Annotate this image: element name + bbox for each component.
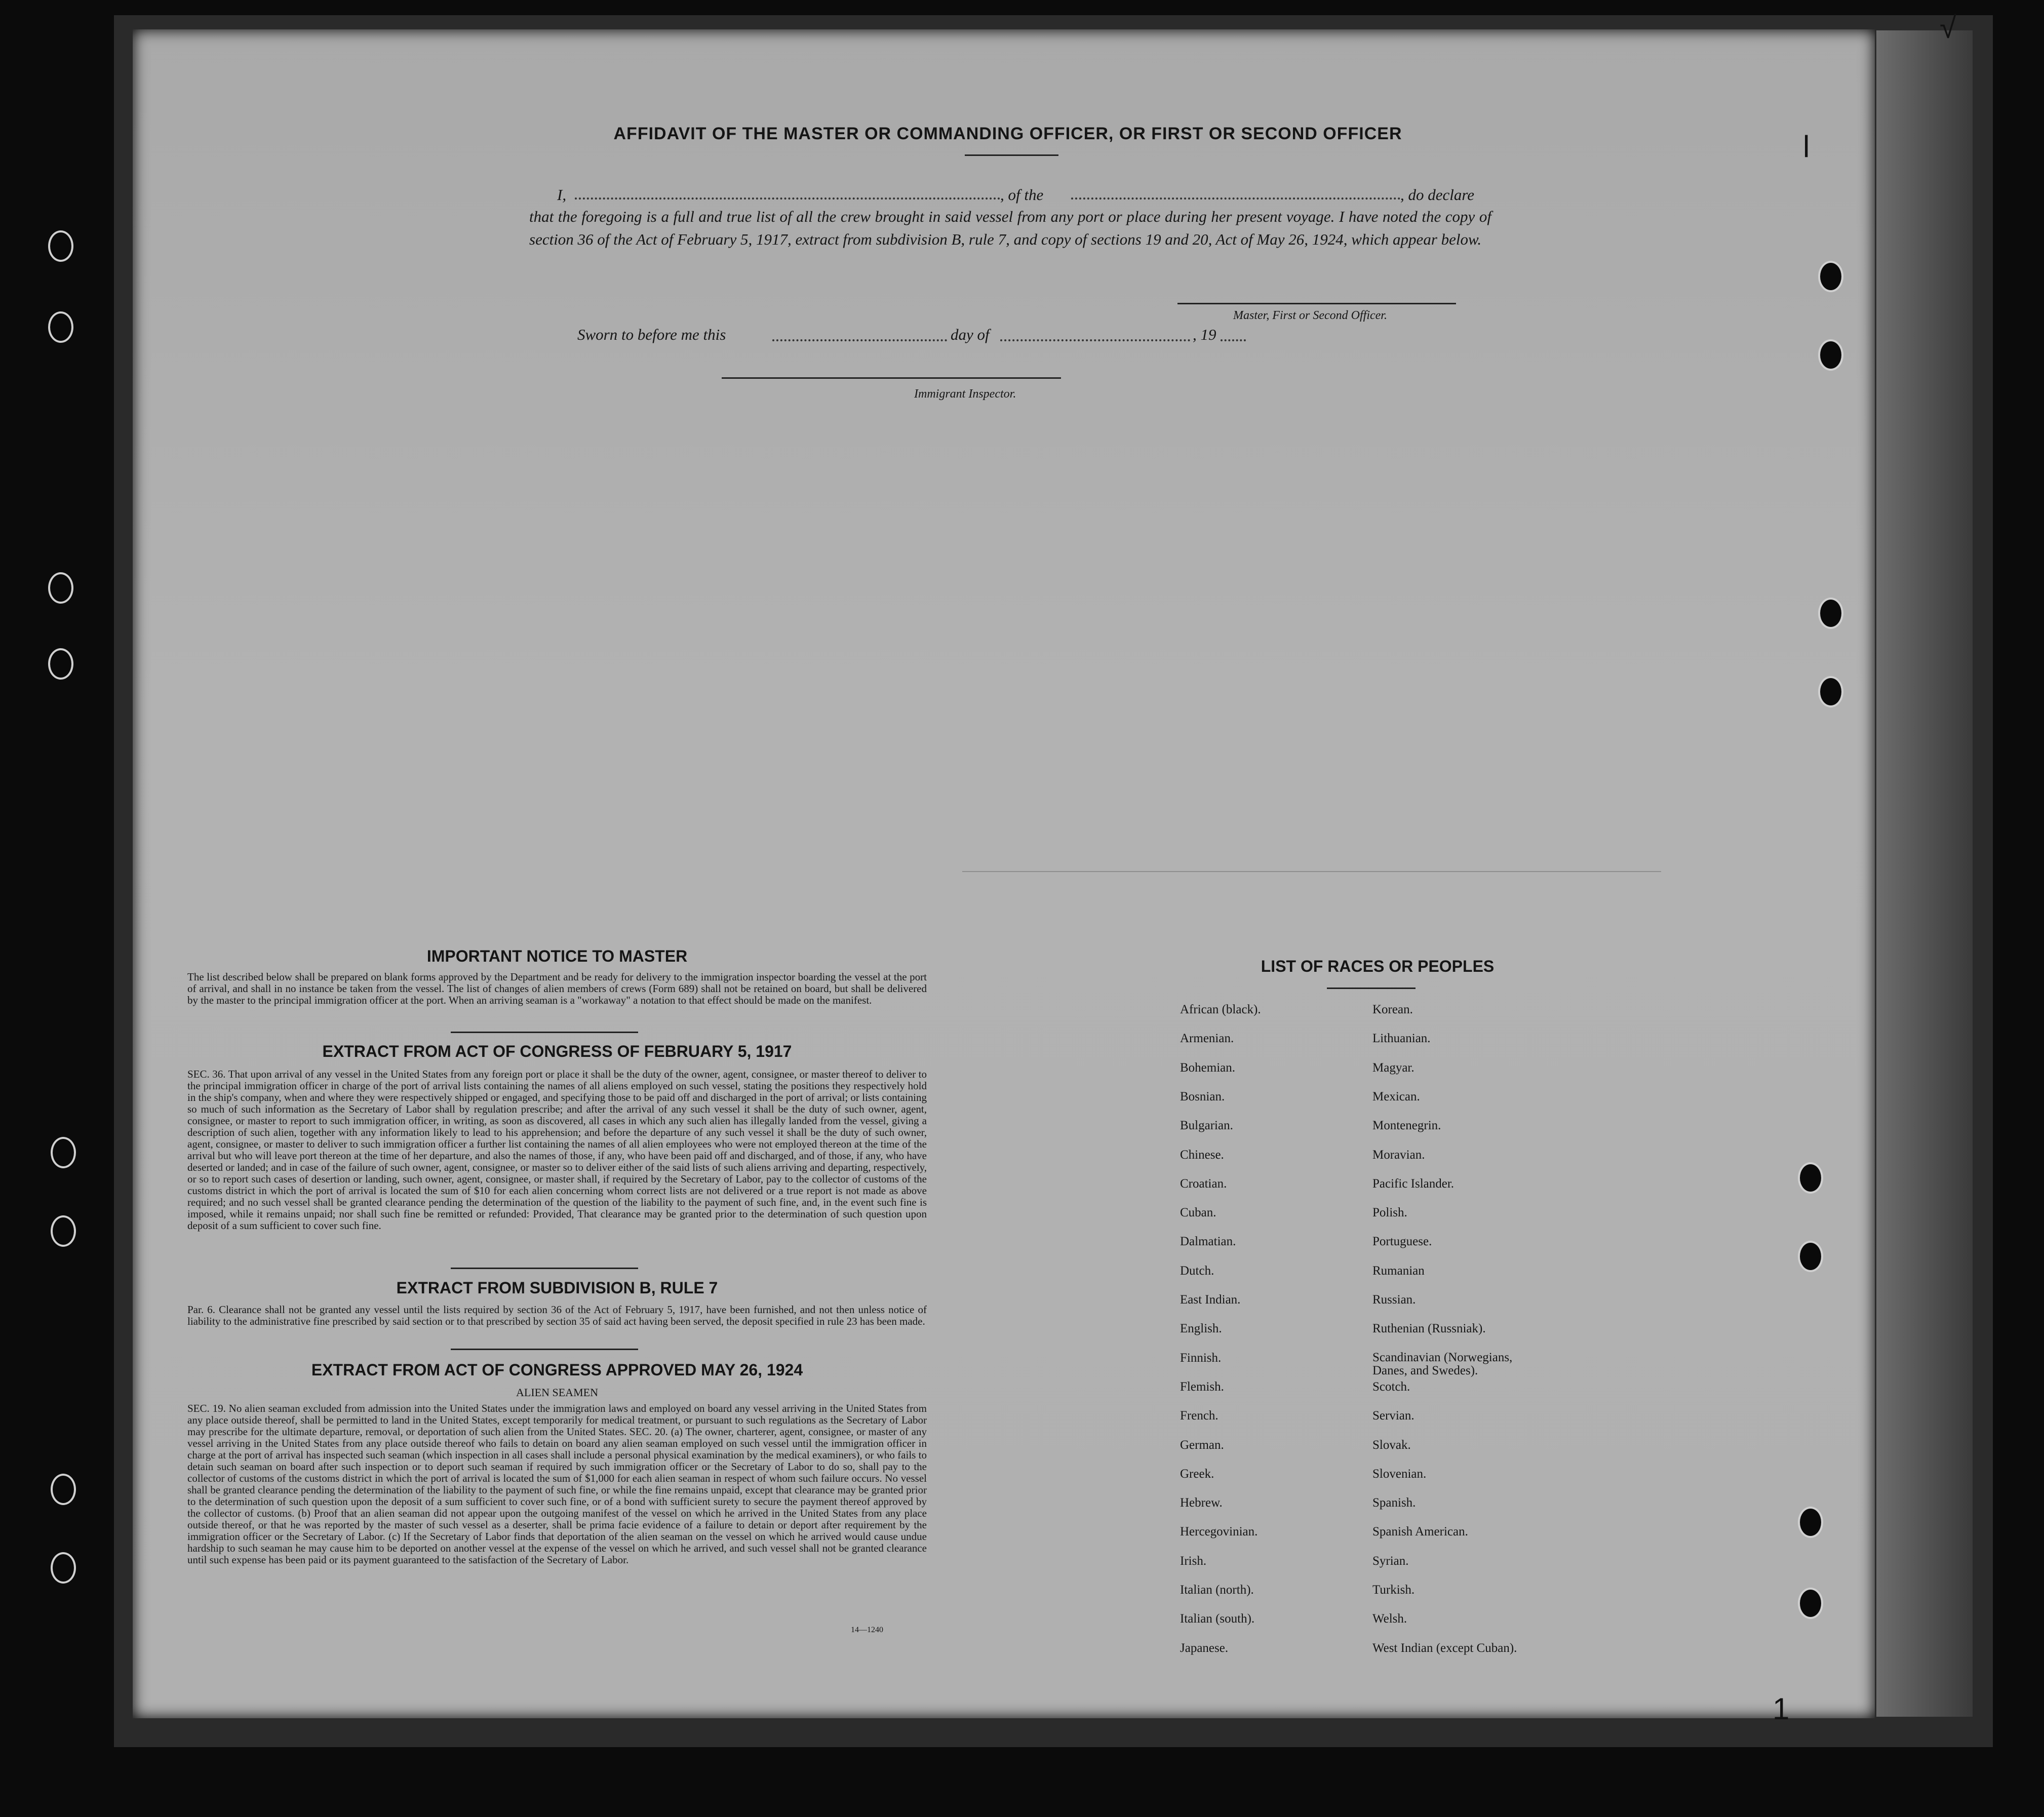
race-item: Turkish. xyxy=(1372,1583,1415,1597)
extract-1917-title: EXTRACT FROM ACT OF CONGRESS OF FEBRUARY 5, 1917 xyxy=(322,1042,792,1060)
punch-hole xyxy=(51,1215,76,1247)
punch-hole xyxy=(1818,598,1843,629)
race-item: Ruthenian (Russniak). xyxy=(1372,1322,1486,1336)
sworn-day-field[interactable] xyxy=(772,339,947,341)
race-item: Cuban. xyxy=(1180,1206,1216,1220)
punch-hole xyxy=(1798,1507,1823,1538)
divider xyxy=(965,154,1058,156)
race-item: Portuguese. xyxy=(1372,1235,1432,1249)
divider xyxy=(451,1032,638,1033)
punch-hole xyxy=(48,572,73,604)
race-item: Dalmatian. xyxy=(1180,1235,1236,1249)
affidavit-body: that the foregoing is a full and true list of all the crew brought in said vessel from any port or place during her present voyage. I have noted the copy of section 36 of the Act of February 5, 1917, extract from subdivision B, rule 7, and copy of sections 19 and 20, Act of May 26, 1924, which appear below. xyxy=(529,208,1491,248)
race-item: Pacific Islander. xyxy=(1372,1176,1455,1191)
race-item: Slovak. xyxy=(1372,1438,1411,1452)
race-item: Bosnian. xyxy=(1180,1089,1225,1103)
race-item: Chinese. xyxy=(1180,1148,1224,1162)
year-label: , 19 xyxy=(1193,326,1216,343)
race-item: Italian (north). xyxy=(1180,1583,1254,1597)
master-signature-line[interactable] xyxy=(1177,303,1456,304)
divider xyxy=(1327,988,1416,989)
sworn-year-field[interactable] xyxy=(1221,339,1246,341)
underlying-page-edge xyxy=(1876,30,1973,1717)
race-item: Servian. xyxy=(1372,1409,1414,1423)
extract-rule7-text: Par. 6. Clearance shall not be granted any vessel until the lists required by section 36 of the Act of February 5, 1917, have been furnished, and not then unless notice of liability to the administrative fine prescribed by said section or to that prescribed by section 35 of said act having been served, the deposit specified in rule 23 has been made. xyxy=(187,1304,927,1327)
race-item: Lithuanian. xyxy=(1372,1032,1431,1046)
master-signature-caption: Master, First or Second Officer. xyxy=(1233,309,1387,322)
punch-hole xyxy=(1818,676,1843,707)
race-item: African (black). xyxy=(1180,1003,1261,1016)
form-number: 14—1240 xyxy=(851,1626,883,1634)
crease-line xyxy=(962,871,1661,872)
punch-hole xyxy=(51,1137,76,1168)
races-title: LIST OF RACES OR PEOPLES xyxy=(1261,957,1495,975)
notice-title: IMPORTANT NOTICE TO MASTER xyxy=(426,947,688,965)
race-item: Hercegovinian. xyxy=(1180,1525,1258,1539)
divider xyxy=(451,1268,638,1269)
sworn-month-field[interactable] xyxy=(1000,339,1190,341)
punch-hole xyxy=(1818,261,1843,292)
declare-label: , do declare xyxy=(1400,186,1475,204)
race-item: Japanese. xyxy=(1180,1641,1229,1655)
inspector-signature-caption: Immigrant Inspector. xyxy=(914,387,1016,401)
punch-hole xyxy=(1818,339,1843,371)
race-item: Croatian. xyxy=(1180,1176,1227,1191)
race-item: Slovenian. xyxy=(1372,1467,1427,1481)
race-item: Rumanian xyxy=(1372,1263,1425,1278)
inspector-signature-line[interactable] xyxy=(722,377,1061,379)
handwritten-mark: l xyxy=(1803,130,1810,164)
affidavit-title: AFFIDAVIT OF THE MASTER OR COMMANDING OFFICER, OR FIRST OR SECOND OFFICER xyxy=(613,124,1402,143)
race-item: Syrian. xyxy=(1372,1554,1409,1568)
race-item: Moravian. xyxy=(1372,1148,1425,1162)
race-item: Montenegrin. xyxy=(1372,1119,1441,1133)
race-item: Welsh. xyxy=(1372,1612,1407,1626)
day-of-label: day of xyxy=(951,326,990,343)
extract-1917-text: SEC. 36. That upon arrival of any vessel in the United States from any foreign port or place it shall be the duty of the owner, agent, consignee, or master thereof to deliver to the principal immigration officer in charge of the port of arrival lists containing the names of all aliens employed on such vessel, stating the positions they respectively hold in the ship's company, when and where they were respectively shipped or engaged, and specifying those to be paid off and discharged in the port of arrival; or lists containing so much of such information as the Secretary of Labor shall by regulation prescribe; and after the arrival of any such vessel it shall be the duty of such owner, agent, consignee, or master to report to such immigration officer, in writing, as soon as discovered, all cases in which any such alien has illegally landed from the vessel, giving a description of such alien, together with any information likely to lead to his apprehension; and before the departure of any such vessel it shall be the duty of such owner, agent, consignee, or master to deliver to such immigration officer a further list containing the names of all alien employees who were not employed thereon at the time of the arrival but who will leave port thereon at the time of her departure, and also the names of those, if any, who have been paid off and discharged, and of those, if any, who have deserted or landed; and in case of the failure of such owner, agent, consignee, or master so to deliver either of the said lists of such aliens arriving and departing, respectively, or so to report such cases of desertion or landing, such owner, agent, consignee, or master shall, if required by the Secretary of Labor, pay to the collector of customs of the customs district in which the port of arrival is located the sum of $10 for each alien concerning whom correct lists are not delivered or a true report is not made as above required; and no such vessel shall be granted clearance pending the determination of the question of the liability to the payment of such fine, and, in the event such fine is imposed, while it remains unpaid; nor shall such fine be remitted or refunded: Provided, That clearance may be granted prior to the determination of such question upon deposit of a sum sufficient to cover such fine. xyxy=(187,1068,927,1232)
race-item: Bulgarian. xyxy=(1180,1119,1233,1133)
race-item: Irish. xyxy=(1180,1554,1207,1568)
notice-text: The list described below shall be prepared on blank forms approved by the Department and be ready for delivery to the immigration inspector boarding the vessel at the port of arrival, and shall in no instance be taken from the vessel. The list of changes of alien members of crews (Form 689) shall not be retained on board, but shall be delivered by the master to the principal immigration officer at the port. When an arriving seaman is a "workaway" a notation to that effect should be made on the manifest. xyxy=(187,971,927,1006)
punch-hole xyxy=(48,230,73,262)
punch-hole xyxy=(1798,1162,1823,1194)
vessel-name-field[interactable] xyxy=(1071,198,1400,200)
race-item: French. xyxy=(1180,1409,1218,1423)
extract-1924-text: SEC. 19. No alien seaman excluded from admission into the United States under the immigration laws and employed on board any vessel arriving in the United States from any place outside thereof, shall be permitted to land in the United States, except temporarily for medical treatment, or pursuant to such regulations as the Secretary of Labor may prescribe for the ultimate departure, removal, or deportation of such alien from the United States. SEC. 20. (a) The owner, charterer, agent, consignee, or master of any vessel arriving in the United States from any place outside thereof who fails to detain on board any alien seaman employed on such vessel until the immigration officer in charge at the port of arrival has inspected such seaman (which inspection in all cases shall include a personal physical examination by the medical examiners), or who fails to detain such seaman on board after such inspection or to deport such seaman if required by such immigration officer or the Secretary of Labor to do so, shall pay to the collector of customs of the customs district in which the port of arrival is located the sum of $1,000 for each alien seaman in respect of whom such failure occurs. No vessel shall be granted clearance pending the determination of the liability to the payment of such fine, or while the fine remains unpaid, except that clearance may be granted prior to the determination of such question upon the deposit of a sum sufficient to cover such fine, or of a bond with sufficient surety to secure the payment thereof approved by the collector of customs. (b) Proof that an alien seaman did not appear upon the outgoing manifest of the vessel on which he arrived in the United States from any place outside thereof, or that he was reported by the master of such vessel as a deserter, shall be prima facie evidence of a failure to detain or deport after requirement by the immigration officer or the Secretary of Labor. (c) If the Secretary of Labor finds that deportation of the alien seaman on the vessel on which he arrived would cause undue hardship to such seaman he may cause him to be deported on another vessel at the expense of the vessel on which he arrived, and such vessel shall not be granted clearance until such expense has been paid or its payment guaranteed to the satisfaction of the Secretary of Labor. xyxy=(187,1402,927,1566)
race-item: West Indian (except Cuban). xyxy=(1372,1641,1517,1655)
race-item: East Indian. xyxy=(1180,1293,1241,1307)
race-item: Scandinavian (Norwegians, Danes, and Swedes). xyxy=(1372,1350,1513,1377)
race-item: Bohemian. xyxy=(1180,1060,1236,1075)
punch-hole xyxy=(51,1474,76,1505)
race-item: Finnish. xyxy=(1180,1351,1222,1365)
race-item: English. xyxy=(1180,1322,1222,1336)
of-the-label: , of the xyxy=(1000,186,1044,204)
punch-hole xyxy=(1798,1241,1823,1272)
race-item: Italian (south). xyxy=(1180,1612,1255,1626)
race-item: Spanish. xyxy=(1372,1496,1416,1510)
punch-hole xyxy=(48,648,73,680)
race-item: Armenian. xyxy=(1180,1032,1234,1046)
race-item: Polish. xyxy=(1372,1206,1407,1220)
race-item: Dutch. xyxy=(1180,1263,1214,1278)
race-item: Greek. xyxy=(1180,1467,1214,1481)
master-name-field[interactable] xyxy=(575,198,1000,200)
race-item: Spanish American. xyxy=(1372,1525,1468,1539)
affidavit-i-label: I, xyxy=(557,186,567,204)
punch-hole xyxy=(48,311,73,343)
divider xyxy=(451,1349,638,1350)
race-item: Russian. xyxy=(1372,1293,1416,1307)
race-item: Mexican. xyxy=(1372,1089,1420,1103)
race-item: Flemish. xyxy=(1180,1379,1224,1394)
race-item: Korean. xyxy=(1372,1003,1413,1016)
handwritten-number: 1 xyxy=(1773,1692,1790,1726)
extract-rule7-title: EXTRACT FROM SUBDIVISION B, RULE 7 xyxy=(396,1279,718,1297)
punch-hole xyxy=(1798,1588,1823,1619)
sworn-label: Sworn to before me this xyxy=(577,326,726,343)
race-item: Scotch. xyxy=(1372,1379,1410,1394)
race-item: Magyar. xyxy=(1372,1060,1414,1075)
extract-1924-title: EXTRACT FROM ACT OF CONGRESS APPROVED MAY 26, 1924 xyxy=(311,1361,803,1379)
alien-seamen-subtitle: ALIEN SEAMEN xyxy=(516,1386,598,1399)
race-item: German. xyxy=(1180,1438,1224,1452)
race-item: Hebrew. xyxy=(1180,1496,1223,1510)
handwritten-check-mark: √ xyxy=(1940,11,1956,45)
punch-hole xyxy=(51,1552,76,1584)
